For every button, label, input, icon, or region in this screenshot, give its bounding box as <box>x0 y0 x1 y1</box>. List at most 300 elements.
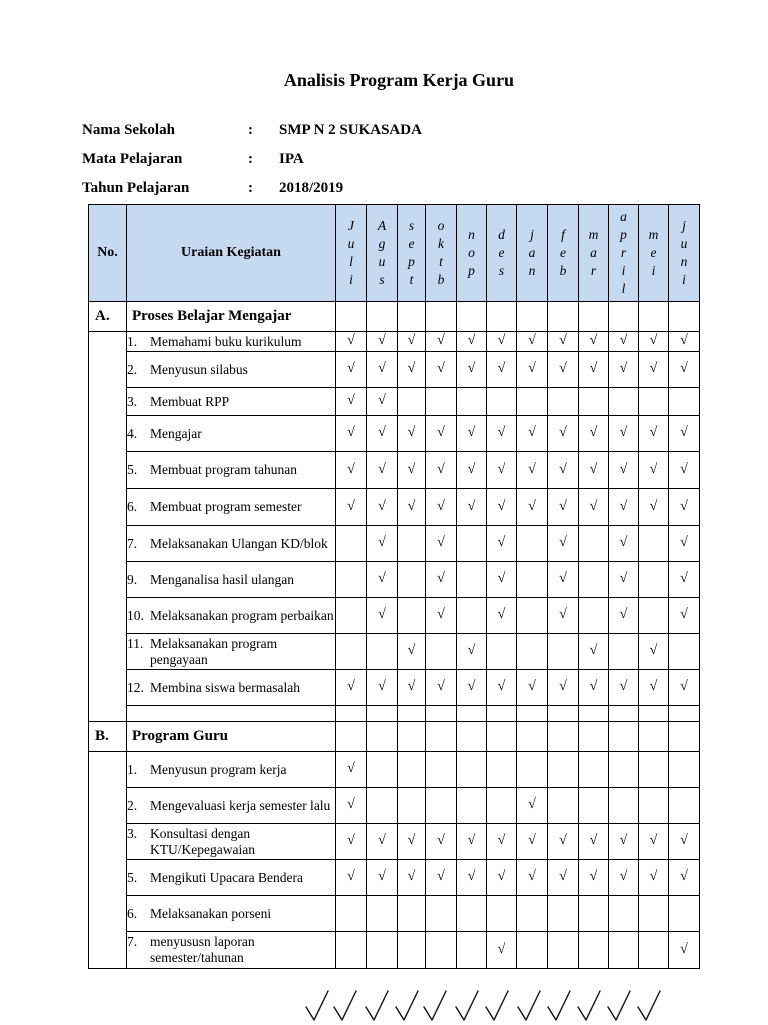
table-row <box>89 670 700 706</box>
check-cell <box>398 634 426 670</box>
activity-cell <box>127 489 336 526</box>
item-number: 6. <box>127 499 138 515</box>
check-mark: √ <box>407 833 416 849</box>
check-cell <box>487 489 517 526</box>
check-mark: √ <box>559 869 567 885</box>
empty-cell <box>517 896 548 932</box>
check-cell <box>367 388 398 416</box>
check-cell <box>367 562 398 598</box>
item-text: menyususn laporan semester/tahunan <box>150 934 255 965</box>
check-cell <box>579 670 609 706</box>
check-mark: √ <box>497 333 506 349</box>
empty-cell <box>426 932 457 969</box>
activity-cell <box>127 526 336 562</box>
check-cell <box>457 489 487 526</box>
check-mark: √ <box>378 498 386 514</box>
check-cell <box>579 352 609 388</box>
check-cell <box>487 332 517 352</box>
activity-cell <box>127 452 336 489</box>
month-label: m a r <box>588 227 599 278</box>
check-cell <box>426 526 457 562</box>
check-cell <box>517 860 548 896</box>
empty-cell <box>669 752 700 788</box>
empty-cell <box>609 788 639 824</box>
check-mark: √ <box>649 333 658 349</box>
table-row <box>89 896 700 932</box>
activity-item <box>127 680 335 696</box>
empty-cell <box>548 752 579 788</box>
check-mark: √ <box>497 941 506 957</box>
check-mark: √ <box>467 425 476 441</box>
check-cell <box>336 332 367 352</box>
check-cell <box>426 824 457 860</box>
check-cell <box>579 332 609 352</box>
check-mark: √ <box>559 535 567 551</box>
table-row <box>89 489 700 526</box>
activity-item <box>127 499 335 515</box>
check-mark: √ <box>649 425 658 441</box>
empty-cell <box>336 598 367 634</box>
check-cell <box>639 332 669 352</box>
empty-cell <box>426 388 457 416</box>
activity-cell <box>127 332 336 352</box>
empty-cell <box>398 752 426 788</box>
empty-cell <box>487 388 517 416</box>
empty-cell <box>367 722 398 752</box>
empty-cell <box>639 706 669 722</box>
empty-cell <box>517 302 548 332</box>
check-cell <box>517 670 548 706</box>
check-cell <box>548 352 579 388</box>
empty-cell <box>548 706 579 722</box>
check-mark: √ <box>497 425 506 441</box>
empty-cell <box>579 752 609 788</box>
item-number: 2. <box>127 361 138 377</box>
check-cell <box>609 562 639 598</box>
empty-cell <box>336 302 367 332</box>
check-cell <box>398 452 426 489</box>
check-mark: √ <box>619 607 628 623</box>
check-mark: √ <box>649 461 658 477</box>
check-cell <box>367 352 398 388</box>
check-mark: √ <box>589 679 598 695</box>
activity-item <box>127 762 335 778</box>
month-header <box>426 205 457 302</box>
check-cell <box>336 824 367 860</box>
empty-cell <box>517 634 548 670</box>
item-text: Membuat program tahunan <box>150 462 297 478</box>
check-mark: √ <box>680 607 688 623</box>
empty-cell <box>398 388 426 416</box>
header-no: No. <box>89 205 127 302</box>
handwritten-check-marks <box>300 985 670 1025</box>
check-mark: √ <box>619 361 628 377</box>
table-row <box>89 598 700 634</box>
check-mark: √ <box>407 425 416 441</box>
check-mark: √ <box>347 498 355 514</box>
activity-cell <box>127 634 336 670</box>
empty-cell <box>517 562 548 598</box>
empty-cell <box>548 788 579 824</box>
check-mark: √ <box>347 761 355 777</box>
check-mark: √ <box>680 535 688 551</box>
item-number: 6. <box>127 905 138 921</box>
check-mark: √ <box>528 425 536 441</box>
empty-cell <box>336 526 367 562</box>
month-label: j u n i <box>680 218 688 287</box>
activity-item <box>127 362 335 378</box>
table-row <box>89 332 700 352</box>
empty-cell <box>398 562 426 598</box>
item-text: Membuat RPP <box>150 393 230 409</box>
activity-cell <box>127 860 336 896</box>
empty-cell <box>398 932 426 969</box>
check-mark: √ <box>437 607 445 623</box>
check-cell <box>398 489 426 526</box>
check-cell <box>639 824 669 860</box>
check-mark: √ <box>497 361 506 377</box>
check-cell <box>517 788 548 824</box>
empty-cell <box>457 598 487 634</box>
check-mark: √ <box>528 797 536 813</box>
month-header <box>639 205 669 302</box>
activity-cell <box>127 352 336 388</box>
header-row <box>89 205 700 302</box>
check-cell <box>548 416 579 452</box>
check-cell <box>639 352 669 388</box>
check-cell <box>517 489 548 526</box>
check-cell <box>487 670 517 706</box>
empty-cell <box>367 302 398 332</box>
item-number: 11. <box>127 635 144 651</box>
empty-cell <box>579 896 609 932</box>
empty-cell <box>367 706 398 722</box>
activity-item <box>127 798 335 814</box>
check-mark: √ <box>467 679 476 695</box>
check-mark: √ <box>649 679 658 695</box>
check-mark: √ <box>619 679 628 695</box>
month-label: s e p t <box>408 218 415 287</box>
check-mark: √ <box>589 333 598 349</box>
item-number: 10. <box>127 607 144 623</box>
item-number: 3. <box>127 825 138 841</box>
check-mark: √ <box>437 498 445 514</box>
check-mark: √ <box>467 869 476 885</box>
activity-cell <box>127 788 336 824</box>
check-cell <box>487 452 517 489</box>
empty-cell <box>517 932 548 969</box>
empty-cell <box>609 752 639 788</box>
month-header <box>669 205 700 302</box>
check-mark: √ <box>497 607 506 623</box>
check-mark: √ <box>378 461 386 477</box>
empty-cell <box>517 598 548 634</box>
activity-cell <box>127 670 336 706</box>
info-label: Tahun Pelajaran <box>82 180 190 196</box>
check-cell <box>426 562 457 598</box>
check-mark: √ <box>680 679 688 695</box>
activity-item <box>127 572 335 588</box>
month-label: j a n <box>528 227 536 278</box>
check-cell <box>548 670 579 706</box>
check-mark: √ <box>619 869 628 885</box>
check-mark: √ <box>378 535 386 551</box>
check-mark: √ <box>378 425 386 441</box>
check-mark: √ <box>347 833 355 849</box>
month-header <box>398 205 426 302</box>
check-mark: √ <box>680 498 688 514</box>
check-cell <box>669 824 700 860</box>
check-cell <box>457 352 487 388</box>
check-cell <box>367 824 398 860</box>
table-row <box>89 452 700 489</box>
section-number: A. <box>89 302 127 332</box>
empty-cell <box>639 932 669 969</box>
check-mark: √ <box>347 461 355 477</box>
check-cell <box>457 634 487 670</box>
check-mark: √ <box>497 869 506 885</box>
check-cell <box>609 824 639 860</box>
check-mark: √ <box>437 571 445 587</box>
month-label: a p r i l <box>620 209 627 296</box>
check-cell <box>548 824 579 860</box>
empty-cell <box>669 896 700 932</box>
check-mark: √ <box>559 498 567 514</box>
check-cell <box>609 598 639 634</box>
check-mark: √ <box>589 643 598 659</box>
empty-cell <box>548 302 579 332</box>
check-cell <box>487 562 517 598</box>
check-mark: √ <box>619 461 628 477</box>
table-row <box>89 824 700 860</box>
info-label: Mata Pelajaran <box>82 151 183 167</box>
activity-cell <box>127 824 336 860</box>
empty-cell <box>548 634 579 670</box>
empty-cell <box>609 388 639 416</box>
check-cell <box>457 416 487 452</box>
empty-cell <box>579 388 609 416</box>
check-cell <box>669 352 700 388</box>
empty-cell <box>457 302 487 332</box>
check-cell <box>457 670 487 706</box>
item-text: Mengikuti Upacara Bendera <box>150 869 303 885</box>
check-cell <box>426 598 457 634</box>
activity-item <box>127 462 335 478</box>
table-row <box>89 706 700 722</box>
item-text: Menyusun program kerja <box>150 761 287 777</box>
info-colon: : <box>248 122 253 138</box>
empty-cell <box>517 526 548 562</box>
empty-cell <box>579 788 609 824</box>
check-cell <box>548 562 579 598</box>
empty-cell <box>457 722 487 752</box>
empty-cell <box>336 562 367 598</box>
check-cell <box>367 416 398 452</box>
check-cell <box>579 824 609 860</box>
check-cell <box>336 452 367 489</box>
check-mark: √ <box>467 461 476 477</box>
empty-cell <box>669 722 700 752</box>
table-row <box>89 752 700 788</box>
activity-cell <box>127 752 336 788</box>
check-mark: √ <box>378 679 386 695</box>
check-cell <box>457 332 487 352</box>
month-label: o k t b <box>437 218 445 287</box>
document-title: Analisis Program Kerja Guru <box>283 70 515 90</box>
empty-cell <box>639 788 669 824</box>
check-mark: √ <box>437 425 445 441</box>
check-cell <box>669 562 700 598</box>
check-cell <box>336 388 367 416</box>
empty-cell <box>336 722 367 752</box>
check-mark: √ <box>467 333 476 349</box>
month-header <box>548 205 579 302</box>
month-label: f e b <box>559 227 567 278</box>
empty-cell <box>639 562 669 598</box>
check-cell <box>367 452 398 489</box>
check-mark: √ <box>680 571 688 587</box>
empty-cell <box>609 706 639 722</box>
check-mark: √ <box>497 461 506 477</box>
empty-cell <box>548 722 579 752</box>
check-cell <box>336 670 367 706</box>
check-cell <box>579 452 609 489</box>
empty-cell <box>639 388 669 416</box>
check-mark: √ <box>528 333 536 349</box>
check-cell <box>669 526 700 562</box>
activity-item <box>127 826 335 857</box>
check-mark: √ <box>378 393 386 409</box>
activity-item <box>127 426 335 442</box>
check-mark: √ <box>619 833 628 849</box>
activity-item <box>127 636 335 667</box>
check-cell <box>398 860 426 896</box>
check-cell <box>457 824 487 860</box>
check-mark: √ <box>680 869 688 885</box>
check-mark: √ <box>407 333 416 349</box>
check-cell <box>669 332 700 352</box>
check-cell <box>548 332 579 352</box>
check-cell <box>336 489 367 526</box>
check-mark: √ <box>680 941 688 957</box>
empty-cell <box>639 598 669 634</box>
empty-cell <box>579 562 609 598</box>
empty-cell <box>398 526 426 562</box>
info-row-year <box>82 174 422 203</box>
check-cell <box>517 452 548 489</box>
item-number: 5. <box>127 462 138 478</box>
empty-cell <box>367 634 398 670</box>
empty-cell <box>457 896 487 932</box>
check-cell <box>609 526 639 562</box>
check-mark: √ <box>407 498 416 514</box>
row-number-cell <box>89 332 127 722</box>
row-number-cell <box>89 752 127 969</box>
empty-cell <box>579 932 609 969</box>
check-mark: √ <box>559 461 567 477</box>
activity-cell <box>127 562 336 598</box>
check-mark: √ <box>378 607 386 623</box>
check-mark: √ <box>619 425 628 441</box>
check-cell <box>639 489 669 526</box>
empty-cell <box>639 752 669 788</box>
check-cell <box>609 332 639 352</box>
table-row <box>89 416 700 452</box>
check-mark: √ <box>649 833 658 849</box>
check-cell <box>517 416 548 452</box>
empty-cell <box>487 896 517 932</box>
section-label: Program Guru <box>127 722 336 752</box>
empty-cell <box>669 788 700 824</box>
check-mark: √ <box>559 571 567 587</box>
item-text: Melaksanakan program pengayaan <box>150 635 278 667</box>
check-mark: √ <box>559 833 567 849</box>
check-mark: √ <box>619 571 628 587</box>
item-number: 5. <box>127 869 138 885</box>
check-mark: √ <box>680 361 688 377</box>
check-mark: √ <box>347 869 355 885</box>
check-cell <box>336 752 367 788</box>
activity-item <box>127 870 335 886</box>
check-cell <box>426 452 457 489</box>
check-mark: √ <box>378 869 386 885</box>
empty-cell <box>487 788 517 824</box>
check-mark: √ <box>619 498 628 514</box>
check-cell <box>398 670 426 706</box>
check-mark: √ <box>437 833 445 849</box>
check-mark: √ <box>347 361 355 377</box>
check-cell <box>579 634 609 670</box>
empty-cell <box>548 388 579 416</box>
table-row <box>89 388 700 416</box>
check-cell <box>398 416 426 452</box>
check-mark: √ <box>559 333 567 349</box>
empty-cell <box>579 706 609 722</box>
empty-cell <box>426 752 457 788</box>
item-text: Konsultasi dengan KTU/Kepegawaian <box>150 825 255 857</box>
item-number: 3. <box>127 393 138 409</box>
check-cell <box>548 526 579 562</box>
check-cell <box>639 670 669 706</box>
check-mark: √ <box>528 498 536 514</box>
check-mark: √ <box>497 535 506 551</box>
activity-item <box>127 934 335 965</box>
check-cell <box>517 824 548 860</box>
activity-item <box>127 334 335 350</box>
section-number: B. <box>89 722 127 752</box>
check-cell <box>609 860 639 896</box>
table-row <box>89 932 700 969</box>
check-mark: √ <box>528 461 536 477</box>
empty-cell <box>398 788 426 824</box>
check-cell <box>579 416 609 452</box>
empty-cell <box>609 896 639 932</box>
check-cell <box>426 332 457 352</box>
empty-cell <box>398 706 426 722</box>
check-mark: √ <box>467 361 476 377</box>
item-number: 4. <box>127 425 138 441</box>
check-cell <box>669 489 700 526</box>
check-cell <box>669 416 700 452</box>
check-mark: √ <box>437 461 445 477</box>
check-mark: √ <box>497 679 506 695</box>
check-mark: √ <box>378 361 386 377</box>
check-cell <box>579 489 609 526</box>
empty-cell <box>579 302 609 332</box>
empty-cell <box>457 388 487 416</box>
check-mark: √ <box>649 643 658 659</box>
check-mark: √ <box>497 833 506 849</box>
